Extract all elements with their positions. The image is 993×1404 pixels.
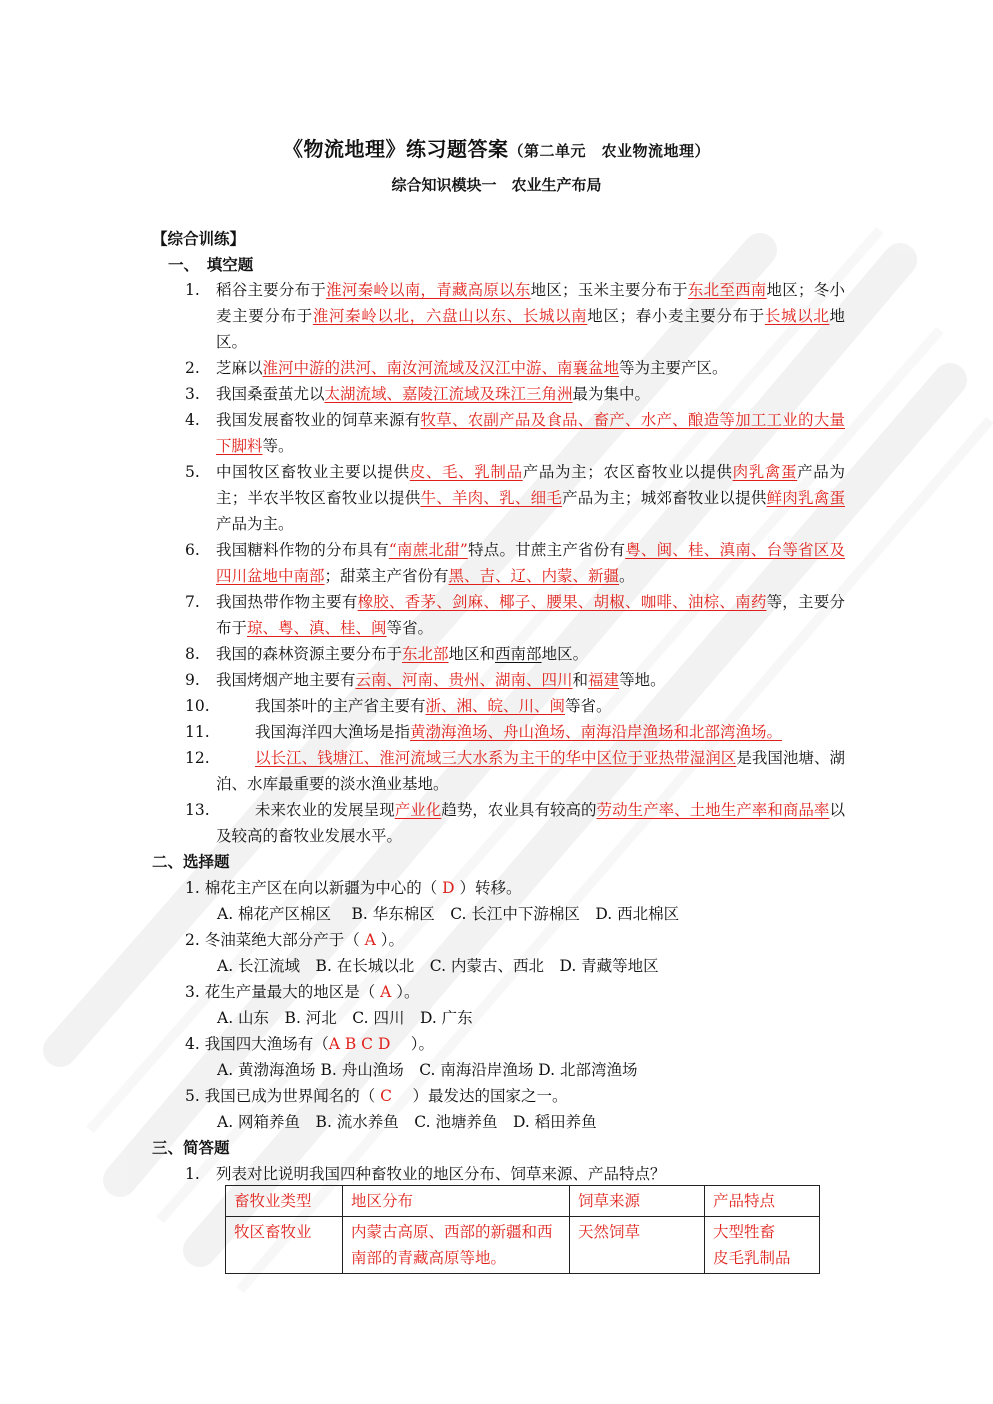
table-cell: 内蒙古高原、西部的新疆和西南部的青藏高原等地。 <box>343 1217 570 1274</box>
table-cell: 大型牲畜 皮毛乳制品 <box>705 1217 820 1274</box>
choice-options-3: A. 山东 B. 河北 C. 四川 D. 广东 <box>217 1009 473 1027</box>
section-label: 【综合训练】 <box>152 229 246 248</box>
fill-question-8: 8. 我国的森林资源主要分布于东北部地区和西南部地区。 <box>185 645 589 663</box>
table-header-cell: 饲草来源 <box>570 1186 705 1217</box>
choice-question-5: 5. 我国已成为世界闻名的（ C ）最发达的国家之一。 <box>185 1087 568 1105</box>
short-question-1: 1. 列表对比说明我国四种畜牧业的地区分布、饲草来源、产品特点？ <box>185 1165 666 1183</box>
fill-question-7: 7. 我国热带作物主要有橡胶、香茅、剑麻、椰子、腰果、胡椒、咖啡、油棕、南药等，主要分布于琼、粤、滇、桂、闽等省。 <box>185 593 845 637</box>
choice-question-3: 3. 花生产量最大的地区是（ A ）。 <box>185 983 420 1001</box>
fill-question-2: 2. 芝麻以淮河中游的洪河、南汝河流域及汉江中游、南襄盆地等为主要产区。 <box>185 359 728 377</box>
table-header-cell: 产品特点 <box>705 1186 820 1217</box>
livestock-comparison-table <box>225 1185 820 1274</box>
fill-question-13: 13. 未来农业的发展呈现产业化趋势，农业具有较高的劳动生产率、土地生产率和商品率以及较高的畜牧业发展水平。 <box>185 801 845 845</box>
fill-question-3: 3. 我国桑蚕茧尤以太湖流域、嘉陵江流域及珠江三角洲最为集中。 <box>185 385 651 403</box>
fill-question-6: 6. 我国糖料作物的分布具有“南蔗北甜”特点。甘蔗主产省份有粤、闽、桂、滇南、台等省区及四川盆地中南部；甜菜主产省份有黑、吉、辽、内蒙、新疆。 <box>185 541 845 585</box>
fill-question-1: 1. 稻谷主要分布于淮河秦岭以南，青藏高原以东地区；玉米主要分布于东北至西南地区；冬小麦主要分布于淮河秦岭以北，六盘山以东、长城以南地区；春小麦主要分布于长城以北地区。 <box>185 281 845 351</box>
choice-options-1: A. 棉花产区棉区 B. 华东棉区 C. 长江中下游棉区 D. 西北棉区 <box>217 905 680 923</box>
module-subtitle: 综合知识模块一 农业生产布局 <box>391 176 602 194</box>
table-row <box>226 1217 820 1274</box>
choice-heading: 二、选择题 <box>152 852 230 871</box>
choice-question-1: 1. 棉花主产区在向以新疆为中心的（ D ）转移。 <box>185 879 522 897</box>
fill-heading: 一、 填空题 <box>168 255 254 274</box>
table-cell: 牧区畜牧业 <box>226 1217 343 1274</box>
page-title: 《物流地理》练习题答案（第二单元 农业物流地理） <box>282 137 710 161</box>
short-heading: 三、简答题 <box>152 1138 230 1157</box>
fill-question-9: 9. 我国烤烟产地主要有云南、河南、贵州、湖南、四川和福建等地。 <box>185 671 666 689</box>
fill-question-12: 12. 以长江、钱塘江、淮河流域三大水系为主干的华中区位于亚热带湿润区是我国池塘、湖泊、水库最重要的淡水渔业基地。 <box>185 749 845 793</box>
fill-question-5: 5. 中国牧区畜牧业主要以提供皮、毛、乳制品产品为主；农区畜牧业以提供肉乳禽蛋产品为主；半农半牧区畜牧业以提供牛、羊肉、乳、细毛产品为主；城郊畜牧业以提供鲜肉乳禽蛋产品为主。 <box>185 463 845 533</box>
choice-options-5: A. 网箱养鱼 B. 流水养鱼 C. 池塘养鱼 D. 稻田养鱼 <box>217 1113 597 1131</box>
choice-options-4: A. 黄渤海渔场 B. 舟山渔场 C. 南海沿岸渔场 D. 北部湾渔场 <box>217 1061 638 1079</box>
choice-question-2: 2. 冬油菜绝大部分产于（ A ）。 <box>185 931 405 949</box>
table-header-cell: 畜牧业类型 <box>226 1186 343 1217</box>
fill-question-4: 4. 我国发展畜牧业的饲草来源有牧草、农副产品及食品、畜产、水产、酿造等加工工业的大量下脚料等。 <box>185 411 845 455</box>
fill-question-11: 11. 我国海洋四大渔场是指黄渤海渔场、舟山渔场、南海沿岸渔场和北部湾渔场。 <box>185 723 783 741</box>
choice-options-2: A. 长江流域 B. 在长城以北 C. 内蒙古、西北 D. 青藏等地区 <box>217 957 659 975</box>
table-header-cell: 地区分布 <box>343 1186 570 1217</box>
fill-question-10: 10. 我国茶叶的主产省主要有浙、湘、皖、川、闽等省。 <box>185 697 612 715</box>
choice-question-4: 4. 我国四大渔场有（A B C D ）。 <box>185 1035 435 1053</box>
table-cell: 天然饲草 <box>570 1217 705 1274</box>
table-header-row <box>226 1186 820 1217</box>
